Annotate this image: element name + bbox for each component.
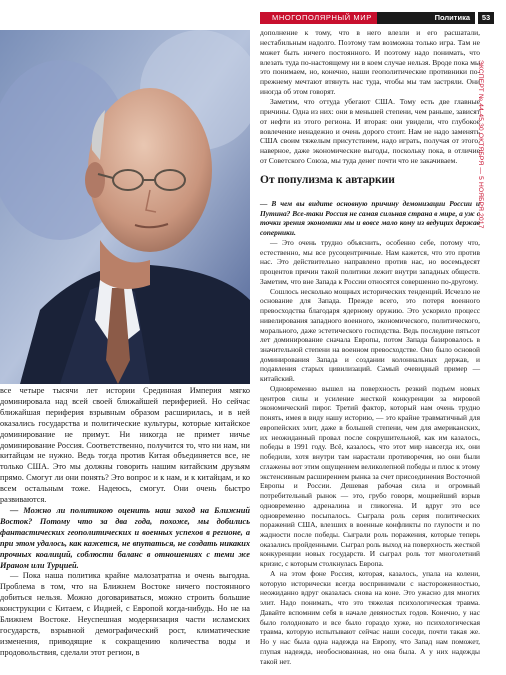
rubric-label: Политика <box>377 12 475 24</box>
portrait-photo <box>0 30 250 384</box>
left-paragraph-1: все четыре тысячи лет истории Срединная Империя мягко доминировала над всей своей ближайшей периферией. Но сейчас ближайшая периферия взрывным образом расширилась, и в ней оказались государства и политические культуры, которые китайское доминирование не примут. Ни никогда не примет ничье доминирование Россия. Соответственно, получится то, что ни нам, ни китайцам не нужно. Ведь тогда против Китая объединяется все, не только США. Это мы должны говорить нашим китайским друзьям прямо. Смогут ли они понять? Это вопрос и к нам, и к китайцам, и ко всем остальным тоже. Надеюсь, смогут. Они очень быстро развиваются. <box>0 386 250 505</box>
left-paragraph-3: — Пока наша политика крайне малозатратна и очень выгодна. Проблема в том, что на Ближнем Востоке ничего постоянного добиться нельзя. Можно договариваться, можно строить большие конструкции с Китаем, с Индией, с Европой когда-нибудь. Но не на Ближнем Востоке. Неуспешная модернизация части исламских государств, взрывной демографический рост, климатические изменения, приводящие к сокращению количества воды и продовольствия, сделали этот регион, в <box>0 571 250 657</box>
answer-paragraph-1: — Это очень трудно объяснить, особенно себе, потому что, естественно, мы все русоцентричные. Нам кажется, что это против нас. Это действительно направлено против нас, но восемьдесят процентов причин такой политики лежит внутри западных обществ. Заметим, что вне Запада к России относятся совершенно по-другому. <box>260 237 480 286</box>
right-column-top <box>260 28 480 166</box>
issue-vertical-label: ЭКСПЕРТ № 44-45 30 ОКТЯБРЯ — 5 НОЯБРЯ 2017 <box>477 60 484 229</box>
answer-paragraph-2: Сошлось несколько мощных исторических тенденций. Исчезло не основание для Запада. Прежде всего, это потеря военного превосходства благодаря ядерному оружию. Это ускорило процесс нивелирования западного военного, экономического, политического, морального, даже эстетического господства. Ведь последние пятьсот лет доминирование сначала Европы, потом Запада базировалось в значительной степени на военном превосходстве. Оно было основой доминирования Запада и создании колониальных держав, и подавления старых цивилизаций. Самый очевидный пример — китайский. <box>260 286 480 384</box>
section-label: МНОГОПОЛЯРНЫЙ МИР <box>260 12 377 24</box>
interview-question: — В чем вы видите основную причину демонизации России и Путина? Все-таки Россия не самая сильная страна в мире, а уж с точки зрения экономики мы и вовсе мало кому из ведущих держав соперники. <box>260 199 480 238</box>
left-column <box>0 386 250 659</box>
interview-question: — Можно ли политикою оценить наш заход на Ближний Восток? Потому что за два года, похоже, мы добились фантастических геополитических и военных успехов в регионе, а при этом удалось, как кажется, не впутаться, не создать никаких прочных коалиций, соблюсти баланс в отношениях с теми же Ираном или Турцией. <box>0 505 250 570</box>
page-number: 53 <box>478 12 494 24</box>
right-paragraph-1: дополнение к тому, что в него влезли и его расшатали, нестабильным надолго. Поэтому там возможна только игра. Там не может быть ничего постоянного. И поэтому надо понимать, что влезать туда по-настоящему ни в коем случае нельзя. Вроде пока мы это понимаем, но, конечно, наши геополитические противники по-прежнему мечтают втянуть нас туда, чтобы мы там застряли. Они иногда об этом говорят. <box>260 28 480 97</box>
right-column-bottom <box>260 199 480 666</box>
answer-paragraph-4: А на этом фоне Россия, которая, казалось, упала на колени, которую исторически всегда воспринимали с настороженностью, неожиданно вдруг оказалась снова на коне. Это ужасно для многих элит. Надо понимать, что это тяжелая психологическая травма. Давайте вспомним себя в начале девяностых годов. Конечно, у нас было голодновато и все было гораздо хуже, но психологическая травма, которую испытывают сейчас наши соседи, почти такая же. Но у нас была одна надежда на Европу, что Запад нам поможет, глупая надежда, необоснованная, но она была. А у них надежды такой нет. <box>260 568 480 666</box>
right-paragraph-2: Заметим, что оттуда убегают США. Тому есть две главные причины. Одна из них: они в меньшей степени, чем раньше, зависят от нефти из этого региона. И вторая: они увидели, что глубокое вовлечение ненадежно и очень дорого стоит. Нам не надо заменять США своим тяжелым присутствием, надо играть, получая от этого, наверное, даже экономические выгоды, поскольку пока, в отличие от Советского Союза, мы туда денег почти что не закачиваем. <box>260 97 480 166</box>
answer-paragraph-3: Одновременно вышел на поверхность резкий подъем новых центров силы и усиление жесткой конкуренции за мировой экономический пирог. Третий фактор, который нам очень трудно понять, имея в виду нашу историю, — это крайне травматичный для европейских элит, даже в большей степени, чем для американских, их неожиданный провал после сокрушительной, как им казалось, победы в 1991 году. Всё, казалось, что этот мир навсегда их, они победили, хотя внутри там нарастали противоречия, но они были сглажены вот этим ощущением великолепной победы и плюс к этому экстенсивным расширением рынка за счет присоединения Восточной Европы и России. Дешевая рабочая сила и огромный потребительный рынок — это, грубо говоря, мощнейший взрыв одновременно адреналина и гликогена. И вдруг это все одновременно посыпалось. Сыграла роль серия политических поражений США, влезших в военные конфликты по глупости и по жадности после победы. Сыграли роль поражения, которые теперь оказались пройденными. Сыграл роль выход на поверхность жесткой конкуренции новых государств. И сыграл роль тот многолетний кризис, с которым столкнулась Европа. <box>260 383 480 569</box>
subheading: От популизма к автаркии <box>260 174 395 186</box>
